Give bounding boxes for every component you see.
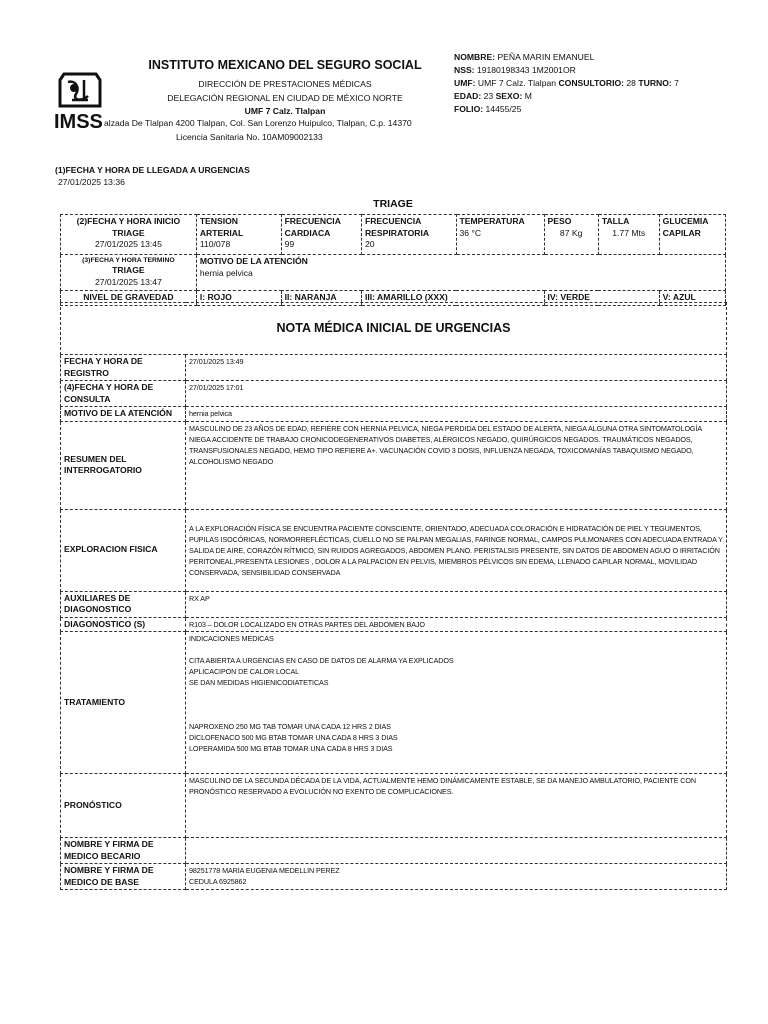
patient-folio: 14455/25 bbox=[485, 104, 522, 114]
imss-logo bbox=[54, 70, 106, 134]
resumen-label: RESUMEN DEL INTERROGATORIO bbox=[61, 421, 186, 509]
vital-label: TALLA bbox=[601, 216, 630, 226]
gravedad-option-selected: III: AMARILLO (XXX) bbox=[361, 291, 544, 306]
registro-value: 27/01/2025 13:49 bbox=[186, 355, 727, 381]
nss-label: NSS: bbox=[454, 65, 475, 75]
address: alzada De Tlalpan 4200 Tlalpan, Col. San Lorenzo Huipulco, Tlalpan, C.p. 14370 bbox=[104, 118, 412, 128]
vital-value: 110/078 bbox=[199, 239, 231, 249]
arrival-block bbox=[55, 164, 250, 188]
address-block bbox=[104, 117, 454, 144]
folio-label: FOLIO: bbox=[454, 104, 484, 114]
patient-info bbox=[454, 51, 679, 116]
exploracion-value: A LA EXPLORACIÓN FÍSICA SE ENCUENTRA PACIENTE CONSCIENTE, ORIENTADO, ADECUADA COLORACIÓN E HIDRATACIÓN DE PIEL Y TEGUMENTOS, PUPILAS ISOCÓRICAS, NORMORREFLÉCTICAS, CUELLO NO SE PALPAN MEGALIAS, FARINGE NORMAL, CAMPOS PULMONARES CON ADECUADA ENTRADA Y SALIDA DE AIRE, CORAZÓN RÍTMICO, SIN RUIDOS AGREGADOS, ABDOMEN PLANO. PERISTALSIS PRESENTE, SIN DATOS DE ABDOMEN AGUO O IRRITACIÓN PERITONEAL,PRESENTA LESIONES , DOLOR A LA PALPACION EN PELVIS, MIEMBROS PÉLVICOS SIN EDEMA, LLENADO CAPILAR NORMAL, MOVILIDAD CONSERVADA, SENSIBILIDAD CONSERVADA bbox=[186, 509, 727, 591]
sexo-label: SEXO: bbox=[495, 91, 523, 101]
tratamiento-line: NAPROXENO 250 MG TAB TOMAR UNA CADA 12 HRS 2 DIAS bbox=[189, 722, 391, 731]
patient-edad: 23 bbox=[483, 91, 494, 101]
patient-umf: UMF 7 Calz. Tlalpan bbox=[477, 78, 557, 88]
vital-cell bbox=[361, 215, 456, 255]
triage-motivo-value: hernia pelvica bbox=[199, 267, 253, 278]
patient-consultorio: 28 bbox=[626, 78, 636, 88]
base-value bbox=[186, 864, 727, 890]
triage-end-cell bbox=[61, 255, 197, 291]
resumen-value: MASCULINO DE 23 AÑOS DE EDAD, REFIERE CON HERNIA PELVICA, NIEGA PERDIDA DEL ESTADO DE ALERTA, NIEGA ALGUNA OTRA SINTOMATOLOGÍA NIEGA ACCIDENTE DE TRABAJO CRONICODEGENERATIVOS DIABETES, ALÉRGICOS NEGADO, QUIRÚRGICOS NEGADOS. TRAUMÁTICOS NEGADOS, TRANSFUSIONALES NEGADO, HEMO TIPO REFIERE A+. VACUNACIÓN COVID 3 DOSIS, INFLUENZA NEGADA, TOXICOMANÍAS TABAQUISMO NEGADO, ALCOHOLISMO NEGADO bbox=[186, 421, 727, 509]
patient-nss: 19180198343 1M2001OR bbox=[476, 65, 576, 75]
patient-name: PEÑA MARIN EMANUEL bbox=[497, 52, 595, 62]
institution-name: INSTITUTO MEXICANO DEL SEGURO SOCIAL bbox=[148, 58, 422, 72]
becario-label: NOMBRE Y FIRMA DE MEDICO BECARIO bbox=[61, 838, 186, 864]
triage-end-value: 27/01/2025 13:47 bbox=[94, 276, 162, 287]
logo-text: IMSS bbox=[54, 111, 103, 133]
nota-title: NOTA MÉDICA INICIAL DE URGENCIAS bbox=[61, 303, 727, 355]
tratamiento-line bbox=[189, 710, 723, 721]
turno-label: TURNO: bbox=[638, 78, 672, 88]
arrival-value: 27/01/2025 13:36 bbox=[58, 177, 125, 187]
vital-cell bbox=[196, 215, 281, 255]
motivo-value: hernia pelvica bbox=[186, 407, 727, 422]
nota-medica-table bbox=[60, 302, 727, 890]
umf-label: UMF: bbox=[454, 78, 476, 88]
vital-value: 20 bbox=[364, 239, 375, 249]
gravedad-option: IV: VERDE bbox=[544, 291, 659, 306]
edad-label: EDAD: bbox=[454, 91, 482, 101]
triage-end-label-2: TRIAGE bbox=[112, 265, 145, 275]
triage-motivo-label: MOTIVO DE LA ATENCIÓN bbox=[199, 256, 308, 266]
consulta-value: 27/01/2025 17:01 bbox=[186, 381, 727, 407]
vital-value: 36 °C bbox=[459, 227, 482, 238]
vital-label: TEMPERATURA bbox=[459, 216, 525, 226]
patient-sexo: M bbox=[524, 91, 532, 101]
vital-cell bbox=[598, 215, 659, 255]
consulta-label: (4)FECHA Y HORA DE CONSULTA bbox=[61, 381, 186, 407]
base-label: NOMBRE Y FIRMA DE MEDICO DE BASE bbox=[61, 864, 186, 890]
registro-label: FECHA Y HORA DE REGISTRO bbox=[61, 355, 186, 381]
triage-start-cell bbox=[61, 215, 197, 255]
vital-cell bbox=[544, 215, 598, 255]
vital-label: FRECUENCIA CARDIACA bbox=[284, 216, 341, 238]
becario-value bbox=[186, 838, 727, 864]
patient-turno: 7 bbox=[674, 78, 679, 88]
vital-value: 1.77 Mts bbox=[612, 227, 646, 238]
base-doctor-name: 98251778 MARIA EUGENIA MEDELLIN PEREZ bbox=[189, 866, 340, 875]
gravedad-option: I: ROJO bbox=[196, 291, 281, 306]
vital-cell bbox=[659, 215, 725, 255]
tratamiento-line bbox=[189, 688, 723, 699]
triage-start-label: (2)FECHA Y HORA INICIO TRIAGE bbox=[76, 216, 181, 238]
tratamiento-line: SE DAN MEDIDAS HIGIENICODIATETICAS bbox=[189, 678, 329, 687]
motivo-label: MOTIVO DE LA ATENCIÓN bbox=[61, 407, 186, 422]
nombre-label: NOMBRE: bbox=[454, 52, 496, 62]
vital-cell bbox=[281, 215, 361, 255]
pronostico-value: MASCULINO DE LA SECUNDA DÉCADA DE LA VIDA, ACTUALMENTE HEMO DINÁMICAMENTE ESTABLE, SE DA MANEJO AMBULATORIO, PACIENTE CON PRONÓSTICO RESERVADO A EVOLUCIÓN NO EXENTO DE COMPLICACIONES. bbox=[186, 774, 727, 838]
auxiliares-label: AUXILIARES DE DIAGONOSTICO bbox=[61, 591, 186, 617]
tratamiento-line bbox=[189, 644, 723, 655]
vital-cell bbox=[456, 215, 544, 255]
header-line-1: DIRECCIÓN DE PRESTACIONES MÉDICAS bbox=[198, 79, 372, 89]
pronostico-label: PRONÓSTICO bbox=[61, 774, 186, 838]
triage-table bbox=[60, 214, 726, 306]
tratamiento-label: TRATAMIENTO bbox=[61, 632, 186, 774]
gravedad-option: V: AZUL bbox=[659, 291, 725, 306]
triage-motivo-cell bbox=[196, 255, 725, 291]
tratamiento-line: LOPERAMIDA 500 MG BTAB TOMAR UNA CADA 8 HRS 3 DIAS bbox=[189, 744, 393, 753]
vital-label: PESO bbox=[547, 216, 572, 226]
triage-end-label: (3)FECHA Y HORA TERMINO bbox=[82, 257, 175, 264]
tratamiento-line: INDICACIONES MEDICAS bbox=[189, 634, 274, 643]
tratamiento-line bbox=[189, 699, 723, 710]
tratamiento-line: APLICACIPON DE CALOR LOCAL bbox=[189, 667, 300, 676]
arrival-label: (1)FECHA Y HORA DE LLEGADA A URGENCIAS bbox=[55, 165, 250, 175]
diagnostico-label: DIAGONOSTICO (S) bbox=[61, 617, 186, 632]
gravedad-option: II: NARANJA bbox=[281, 291, 361, 306]
auxiliares-value: RX AP bbox=[186, 591, 727, 617]
vital-value: 99 bbox=[284, 239, 295, 249]
license: Licencia Sanitaria No. 10AM09002133 bbox=[176, 131, 323, 142]
vital-value: 87 Kg bbox=[559, 227, 583, 238]
vital-label: GLUCEMIA CAPILAR bbox=[662, 216, 709, 238]
triage-start-value: 27/01/2025 13:45 bbox=[94, 239, 162, 249]
diagnostico-value: R103 – DOLOR LOCALIZADO EN OTRAS PARTES DEL ABDOMEN BAJO bbox=[186, 617, 727, 632]
base-doctor-cedula: CEDULA 6925862 bbox=[189, 877, 247, 886]
header-line-2: DELEGACIÓN REGIONAL EN CIUDAD DE MÉXICO NORTE bbox=[167, 92, 403, 103]
exploracion-label: EXPLORACION FISICA bbox=[61, 509, 186, 591]
tratamiento-line: CITA ABIERTA A URGENCIAS EN CASO DE DATOS DE ALARMA YA EXPLICADOS bbox=[189, 656, 454, 665]
vital-label: TENSION ARTERIAL bbox=[199, 216, 244, 238]
institution-header bbox=[120, 58, 450, 119]
triage-title: TRIAGE bbox=[373, 198, 413, 210]
tratamiento-value bbox=[186, 632, 727, 774]
consultorio-label: CONSULTORIO: bbox=[558, 78, 625, 88]
tratamiento-line: DICLOFENACO 500 MG BTAB TOMAR UNA CADA 8 HRS 3 DIAS bbox=[189, 733, 398, 742]
vital-label: FRECUENCIA RESPIRATORIA bbox=[364, 216, 430, 238]
gravedad-label: NIVEL DE GRAVEDAD bbox=[61, 291, 197, 306]
header-line-3: UMF 7 Calz. Tlalpan bbox=[244, 106, 326, 116]
